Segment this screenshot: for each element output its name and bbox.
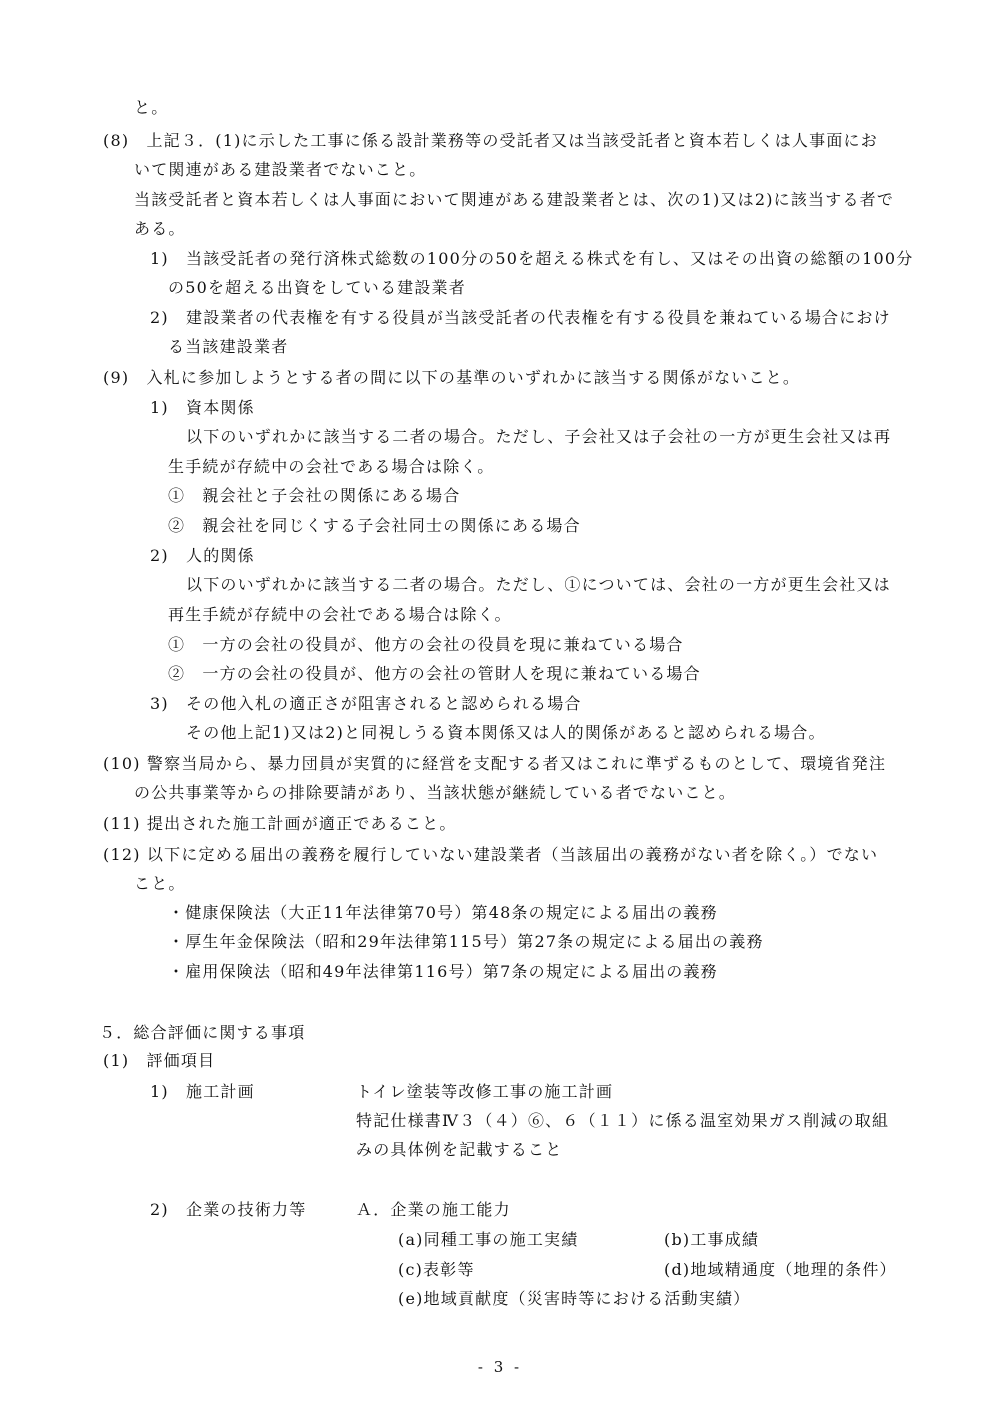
eval-item-label: 1) 施工計画 [150,1082,255,1101]
list-item: ② 親会社を同じくする子会社同士の関係にある場合 [168,516,581,535]
item-9-line: (9) 入札に参加しようとする者の間に以下の基準のいずれかに該当する関係がないこと。 [103,368,801,387]
sub-heading: (1) 評価項目 [103,1051,216,1070]
list-item: ② 一方の会社の役員が、他方の会社の管財人を現に兼ねている場合 [168,664,701,683]
item-8-line: (8) 上記３．(1)に示した工事に係る設計業務等の受託者又は当該受託者と資本若しくは人事面にお [103,131,878,150]
eval-item-desc: トイレ塗装等改修工事の施工計画 [356,1082,614,1101]
list-item: ① 一方の会社の役員が、他方の会社の役員を現に兼ねている場合 [168,635,684,654]
bullet-item: ・健康保険法（大正11年法律第70号）第48条の規定による届出の義務 [168,903,718,922]
text-line: の50を超える出資をしている建設業者 [168,278,466,297]
criteria-item: (c)表彰等 [398,1260,475,1279]
text-line: と。 [134,98,169,117]
text-line: の公共事業等からの排除要請があり、当該状態が継続している者でないこと。 [134,783,737,802]
criteria-item: (e)地域貢献度（災害時等における活動実績） [398,1289,751,1308]
section-heading: ５．総合評価に関する事項 [99,1023,306,1042]
eval-item-desc: 特記仕様書Ⅳ３（４）⑥、６（１１）に係る温室効果ガス削減の取組 [356,1111,890,1130]
sub-item-line: 3) その他入札の適正さが阻害されると認められる場合 [150,694,582,713]
text-line: ある。 [134,219,186,238]
text-line: 再生手続が存続中の会社である場合は除く。 [168,605,512,624]
bullet-item: ・厚生年金保険法（昭和29年法律第115号）第27条の規定による届出の義務 [168,932,764,951]
bullet-item: ・雇用保険法（昭和49年法律第116号）第7条の規定による届出の義務 [168,962,718,981]
text-line: こと。 [134,874,186,893]
page-number: - 3 - [477,1358,523,1376]
text-line: 以下のいずれかに該当する二者の場合。ただし、子会社又は子会社の一方が更生会社又は再 [186,427,892,446]
text-line: 以下のいずれかに該当する二者の場合。ただし、①については、会社の一方が更生会社又は [186,575,891,594]
sub-item-line: 1) 当該受託者の発行済株式総数の100分の50を超える株式を有し、又はその出資の総額の100分 [150,249,914,268]
eval-sub-heading: Ａ．企業の施工能力 [356,1200,511,1219]
criteria-item: (d)地域精通度（地理的条件） [664,1260,897,1279]
text-line: る当該建設業者 [168,337,289,356]
text-line: 生手続が存続中の会社である場合は除く。 [168,457,495,476]
list-item: ① 親会社と子会社の関係にある場合 [168,486,461,505]
text-line: いて関連がある建設業者でないこと。 [134,160,427,179]
item-12-line: (12) 以下に定める届出の義務を履行していない建設業者（当該届出の義務がない者を除く。）でない [103,845,879,864]
item-10-line: (10) 警察当局から、暴力団員が実質的に経営を支配する者又はこれに準ずるものとして、環境省発注 [103,754,887,773]
sub-item-line: 2) 人的関係 [150,546,255,565]
criteria-item: (b)工事成績 [664,1230,760,1249]
eval-item-desc: みの具体例を記載すること [356,1140,563,1159]
eval-item-label: 2) 企業の技術力等 [150,1200,307,1219]
criteria-item: (a)同種工事の施工実績 [398,1230,579,1249]
text-line: その他上記1)又は2)と同視しうる資本関係又は人的関係があると認められる場合。 [186,723,826,742]
sub-item-line: 2) 建設業者の代表権を有する役員が当該受託者の代表権を有する役員を兼ねている場合におけ [150,308,891,327]
sub-item-line: 1) 資本関係 [150,398,255,417]
text-line: 当該受託者と資本若しくは人事面において関連がある建設業者とは、次の1)又は2)に該当する者で [134,190,895,209]
item-11-line: (11) 提出された施工計画が適正であること。 [103,814,457,833]
